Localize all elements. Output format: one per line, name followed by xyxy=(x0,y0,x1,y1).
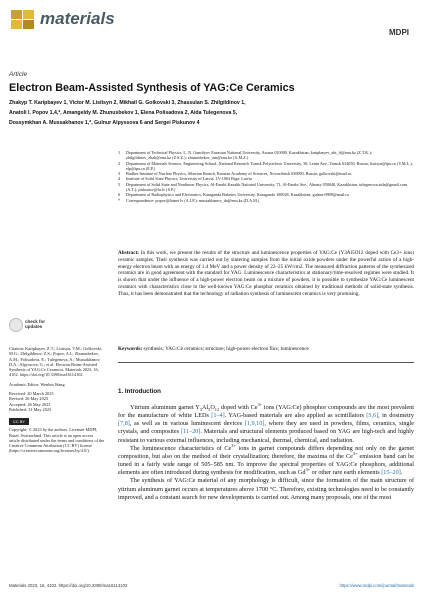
affiliation-text: Budker Institute of Nuclear Physics, Siberian Branch, Russian Academy of Sciences, Novosibirsk 630090, Russia; golkovski@mail.ru xyxy=(126,171,352,177)
abstract-label: Abstract: xyxy=(118,250,140,256)
reference-link[interactable]: [7,8] xyxy=(118,420,130,428)
text-run: ions in garnet compounds differs depending not only on the garnet composition, but also on the method of their crystallization; therefore, the maxima of the Ce xyxy=(118,444,414,460)
page-header xyxy=(0,0,424,40)
article-type: Article xyxy=(9,71,28,78)
introduction-body xyxy=(118,401,415,502)
keywords-label: Keywords: xyxy=(118,346,143,352)
affiliation-text: Department of Materials Science, Engineering School, National Research Tomsk Polytechnic University, 30, Lenin Ave., Tomsk 634050, Russia; lisitsyn@tpu.ru (V.M.L.); elp@tpu.ru (E.P.) xyxy=(126,160,413,171)
author-line: Dossymkhan A. Mussakhanov 1,*, Gulnur Alpyssova 6 and Sergei Piskunov 4 xyxy=(9,119,200,126)
text-run: . xyxy=(400,469,403,477)
text-run: , where they are used in powders, films, ceramics, single crystals, and composites xyxy=(118,420,414,436)
page-footer xyxy=(9,583,414,588)
keywords xyxy=(118,346,414,353)
journal-logo-icon xyxy=(10,8,36,32)
reference-link[interactable]: [5,6] xyxy=(366,412,379,420)
affiliation-text: Correspondence: popov@latnet.lv (A.I.P.); mussakhanov_da@enu.kz (D.A.M.) xyxy=(126,197,260,203)
text-run: O xyxy=(210,404,215,411)
check-updates-line: check for xyxy=(25,319,46,324)
affiliation-item xyxy=(118,182,416,193)
article-title: Electron Beam-Assisted Synthesis of YAG:Ce Ceramics xyxy=(9,82,295,94)
text-run: . Materials and structural elements produced based on YAG are high-tech and highly resistant to various external influences, including mechanical, thermal, chemical, and radiation. xyxy=(118,428,414,444)
license-block xyxy=(9,418,105,453)
check-updates-icon xyxy=(9,318,23,332)
author-list xyxy=(9,99,389,128)
affiliation-item xyxy=(118,161,416,172)
affiliation-number: * xyxy=(118,197,121,203)
text-run: ions (YAG:Ce) phosphor compounds are the most prevalent for the manufacture of white LEDs xyxy=(118,404,414,420)
affiliation-number: 5 xyxy=(118,181,121,187)
text-run: or other rare earth elements xyxy=(310,469,382,477)
journal-name: materials xyxy=(40,9,115,28)
abstract xyxy=(118,250,414,297)
mdpi-logo-text: MDPI xyxy=(389,28,409,37)
author-line: Anatoli I. Popov 1,4,*, Amangeldy M. Zhunusbekov 1, Elena Polisadova 2, Aida Tulegenova 5, xyxy=(9,109,238,116)
check-for-updates-badge[interactable] xyxy=(9,318,46,340)
citation-block: Citation: Karipbayev, Z.T.; Lisitsyn, V.M.; Golkovski, M.G.; Zhilgildinov, Z.S.; Popov, A.I.; Zhunusbekov, A.M.; Polisadova, E.; Tulegenova, A.; Mussakhanov, D.A.; Alpyssova, G.; et al. Electron Beam-Assisted Synthesis of YAG:Ce Ceramics. Materials 2023, 16, 4102. https://doi.org/10.3390/ma16114102 xyxy=(9,346,103,378)
author-line: Zhakyp T. Karipbayev 1, Victor M. Lisitsyn 2, Mikhail G. Golkovski 3, Zhassulan S. Zhilgildinov 1, xyxy=(9,100,246,106)
published-date: Published: 31 May 2023 xyxy=(9,406,52,412)
affiliation-number: 3 xyxy=(118,171,121,177)
journal-url-link[interactable]: https://www.mdpi.com/journal/materials xyxy=(339,583,414,588)
text-run: . YAG-based materials are also applied as scintillators xyxy=(224,412,367,420)
check-updates-text xyxy=(25,319,65,329)
text-run: Yttrium aluminum garnet Y xyxy=(130,404,200,411)
abstract-text: In this work, we present the results of the structure and luminescence properties of YAG:Ce (Y3Al5O12 doped with Ce3+ ions) ceramic samples. Their synthesis was carried out by sintering samples from the initial oxide powders under the powerful action of a high-energy electron beam with an energy of 1.4 MeV and a power density of 22–25 kW/cm2. The measured diffraction patterns of the synthesized ceramics are in good agreement with the standard for YAG. Luminescence characteristics at stationary/time-resolved regimes were studied. It is shown that under the influence of a high-power electron beam on a mixture of powders, it is possible to synthesize YAG:Ce luminescent ceramics with characteristics close to the well-known YAG:Ce phosphor ceramics obtained by traditional methods of solid-state synthesis. Thus, it has been demonstrated that the technology of radiation synthesis of luminescent ceramics is very promising. xyxy=(118,250,414,297)
affiliation-text: Department of Technical Physics, L. N. Gumilyov Eurasian National University, Astana 010000, Kazakhstan; karipbayev_zht_lt@enu.kz (Z.T.K.); zhilgildinov_zhzh@enu.kz (Z.S.Z.); zhunusbekov_am@enu.kz (A.M.Z.) xyxy=(126,150,372,161)
affiliation-text: Department of Solid State and Nonlinear Physics, Al-Farabi Kazakh National University, 71, Al-Farabi Ave., Almaty 050040, Kazakhstan; tulegenova.aida@gmail.com (A.T.); piskunov@lu.lv (S.P.) xyxy=(126,181,408,193)
academic-editor: Academic Editor: Wenbin Wang xyxy=(9,381,65,387)
reference-link[interactable]: [1,9,10] xyxy=(244,420,265,428)
section-title: 1. Introduction xyxy=(118,388,161,395)
text-run: emission band can be tuned in a fairly wide range of 505–585 nm. To improve the spectral properties of YAG:Ce phosphors, additional elements are often introduced during synthesis for modification, such as Gd xyxy=(118,452,414,477)
affiliation-item xyxy=(118,198,416,203)
reference-link[interactable]: [11–20] xyxy=(180,428,201,436)
text-run: doped with Ce xyxy=(219,404,258,411)
reference-link[interactable]: [1–4] xyxy=(211,412,225,420)
footer-citation: Materials 2023, 16, 4102. https://doi.org/10.3390/ma16114102 xyxy=(9,583,128,588)
received-date: Received: 20 March 2023 xyxy=(9,391,54,397)
affiliation-text: Department of Radiophysics and Electronics, Karaganda Buketov University, Karaganda 100028, Kazakhstan; gulnar-0909@mail.ru xyxy=(126,192,349,198)
check-updates-line: updates xyxy=(25,324,43,329)
affiliation-text: Institute of Solid State Physics, University of Latvia, LV-1063 Riga, Latvia xyxy=(126,176,252,182)
affiliation-number: 2 xyxy=(118,160,121,166)
affiliation-number: 4 xyxy=(118,176,121,182)
paragraph: The synthesis of YAG:Ce material of any morphology is difficult, since the formation of the main structure of yttrium aluminum garnet occurs at temperatures above 1700 °C. Therefore, existing technologies need to be constantly improved, and a constant search for new developments is carried out. Among many proposals, one of the most xyxy=(118,477,414,501)
paragraph: The luminescence characteristics of $Ce^{3+}$ ions in garnet compounds differs depending not only on the garnet composition, but also on the method of their crystallization; therefore, the maxima of the $Ce^{3+}$ emission band can be tuned in a fairly wide range of 505–585 nm. To improve the spectral properties of YAG:Ce phosphors, additional elements are often introduced during synthesis for modification, such as $Gd^{3+}$ or other rare earth elements [15–20]. xyxy=(118,442,414,477)
affiliations xyxy=(118,150,416,203)
affiliation-number: 1 xyxy=(118,150,121,155)
affiliation-number: 6 xyxy=(118,192,121,198)
keywords-text: synthesis; YAG:Ce ceramics; structure; high-power electron flux; luminescence xyxy=(143,346,309,352)
paragraph: Yttrium aluminum garnet $Y_3Al_5O_{12}$ doped with $Ce^{3+}$ ions (YAG:Ce) phosphor compounds are the most prevalent for the manufacture of white LEDs [1–4]. YAG-based materials are also applied as scintillators [5,6], in dosimetry [7,8], as well as in various luminescent devices [1,9,10], where they are used in powders, films, ceramics, single crystals, and composites [11–20]. Materials and structural elements produced based on YAG are high-tech and highly resistant to various external influences, including mechanical, thermal, chemical, and radiation. xyxy=(118,401,415,444)
text-run: , as well as in various luminescent devices xyxy=(129,420,245,428)
copyright-text: Copyright: © 2023 by the authors. Licensee MDPI, Basel, Switzerland. This article is an open access article distributed under the terms and conditions of the Creative Commons Attribution (CC BY) license (https://creativecommons.org/licenses/by/4.0/). xyxy=(9,427,105,454)
accepted-date: Accepted: 26 May 2023 xyxy=(9,401,51,407)
affiliation-item xyxy=(118,150,416,161)
reference-link[interactable]: [15–20] xyxy=(381,469,401,477)
text-run: The luminescence characteristics of Ce xyxy=(130,444,232,452)
text-run: Al xyxy=(201,404,209,411)
divider xyxy=(118,362,414,363)
text-run: , in dosimetry xyxy=(378,412,415,420)
mdpi-logo-icon xyxy=(386,26,412,38)
cc-by-icon[interactable]: CC BY xyxy=(9,418,29,425)
revised-date: Revised: 26 May 2023 xyxy=(9,396,49,402)
sidebar xyxy=(9,318,105,454)
